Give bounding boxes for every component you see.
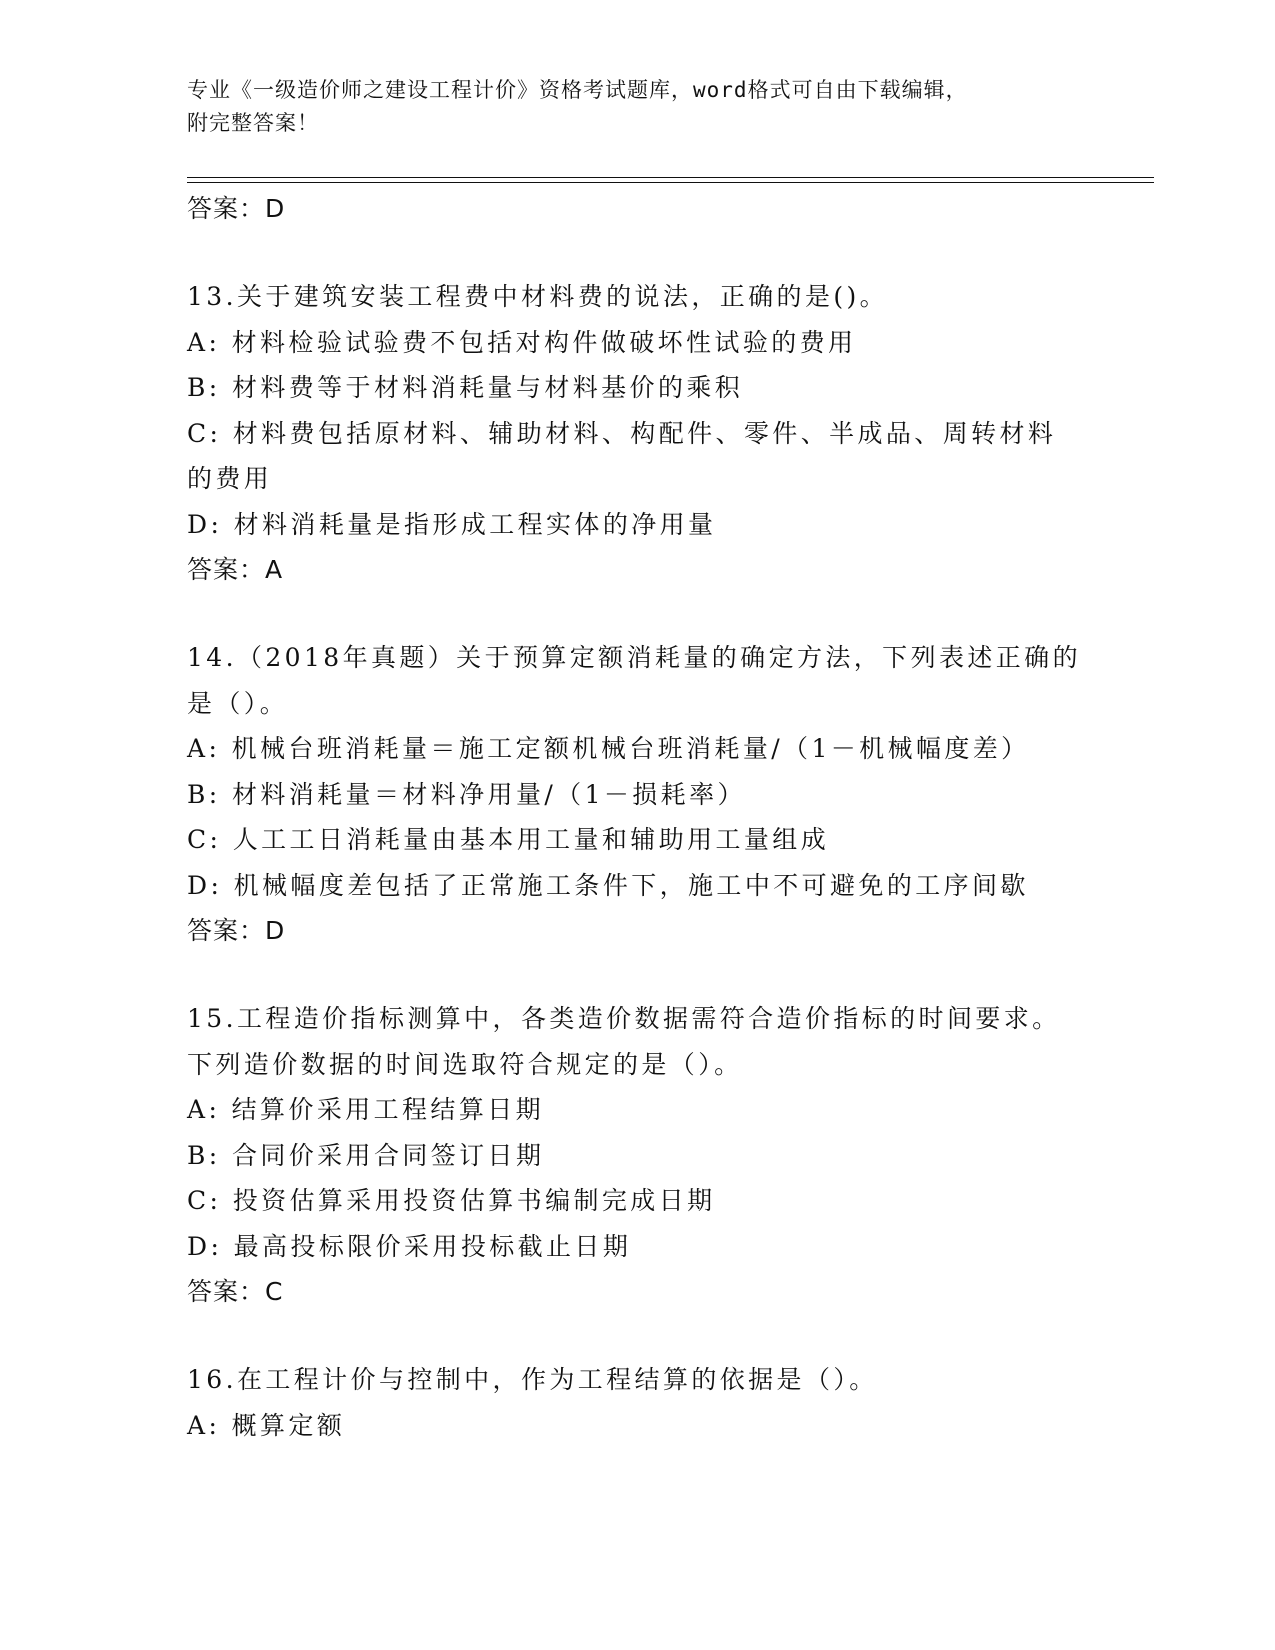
question-16 [187,1357,1087,1448]
header-rule-top [187,177,1154,178]
option-a: A: 材料检验试验费不包括对构件做破坏性试验的费用 [187,327,857,357]
header-line-1: 专业《一级造价师之建设工程计价》资格考试题库，word格式可自由下载编辑， [187,78,968,102]
option-a: A: 机械台班消耗量＝施工定额机械台班消耗量/（1－机械幅度差） [187,734,1030,763]
answer: 答案：C [187,1277,284,1306]
option-a: A: 结算价采用工程结算日期 [187,1095,545,1124]
document-header [187,74,1067,140]
question-stem-continued: 是（）。 [187,688,289,718]
option-d: D: 机械幅度差包括了正常施工条件下，施工中不可避免的工序间歇 [187,870,1029,900]
option-b: B: 合同价采用合同签订日期 [187,1140,545,1170]
answer: 答案：A [187,555,284,584]
option-d: D: 最高投标限价采用投标截止日期 [187,1231,632,1261]
question-stem: 15.工程造价指标测算中，各类造价数据需符合造价指标的时间要求。 [187,1004,1061,1033]
option-b: B: 材料消耗量＝材料净用量/（1－损耗率） [187,779,746,809]
option-c: C: 材料费包括原材料、辅助材料、构配件、零件、半成品、周转材料 [187,418,1057,448]
header-rule-bottom [187,182,1154,183]
question-15 [187,996,1087,1315]
previous-answer: 答案：D [187,194,286,223]
header-line-2: 附完整答案！ [187,111,319,135]
question-list [187,186,1087,1448]
option-c: C: 投资估算采用投资估算书编制完成日期 [187,1186,716,1215]
question-stem-continued: 下列造价数据的时间选取符合规定的是（）。 [187,1049,743,1079]
question-stem: 16.在工程计价与控制中，作为工程结算的依据是（）。 [187,1365,878,1394]
answer: 答案：D [187,916,286,945]
question-stem: 13.关于建筑安装工程费中材料费的说法，正确的是()。 [187,282,889,311]
question-13 [187,274,1087,593]
option-c-continued: 的费用 [187,464,273,493]
option-b: B: 材料费等于材料消耗量与材料基价的乘积 [187,373,744,402]
option-a: A: 概算定额 [187,1410,346,1440]
option-d: D: 材料消耗量是指形成工程实体的净用量 [187,509,717,539]
option-c: C: 人工工日消耗量由基本用工量和辅助用工量组成 [187,825,830,854]
question-14 [187,635,1087,954]
question-stem: 14.（2018年真题）关于预算定额消耗量的确定方法，下列表述正确的 [187,643,1081,672]
